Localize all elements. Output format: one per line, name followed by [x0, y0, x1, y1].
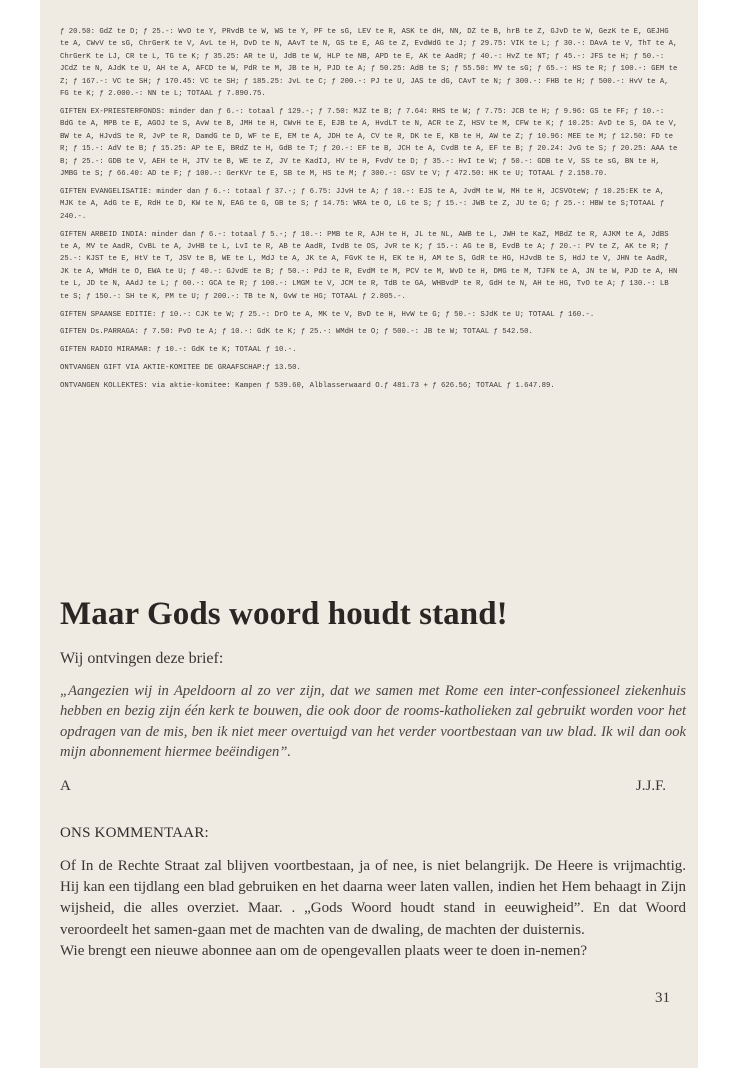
letter-signature-row — [60, 778, 666, 795]
donations-radio-miramar: GIFTEN RADIO MIRAMAR: ƒ 10.-: GdK te K; TOTAAL ƒ 10.-. — [60, 346, 297, 355]
donations-general: ƒ 20.50: GdZ te D; ƒ 25.-: WvD te Y, PRvdB te W, WS te Y, PF te sG, LEV te R, ASK te dH, NN, DZ te B, hrB te Z, GJvD te W, GezK te E, GEJHG te A, CWvV te sG, ChrGerK te V, AvL te H, DvD te N, AAvT te N, GS te E, AG te Z, EvdWdG te J; ƒ 29.75: VIK te L; ƒ 30.-: DAvA te V, ThT te A, ChrGerK te LJ, CR te L, TG te K; ƒ 35.25: AR te U, JdB te W, HLP te NB, APD te E, AK te AadR; ƒ 40.-: HvZ te NT; ƒ 45.-: JFS te H; ƒ 50.-: JCdZ te N, AJdK te U, AH te A, AFCD te W, PdR te M, JB te H, PJD te A; ƒ 50.25: AdB te S; ƒ 55.50: MV te sG; ƒ 65.-: HS te R; ƒ 100.-: GEM te Z; ƒ 167.-: VC te SH; ƒ 170.45: VC te SH; ƒ 185.25: JvL te C; ƒ 200.-: PJ te U, JAS te dG, CAvT te N; ƒ 300.-: FHB te H; ƒ 500.-: HvV te A, FG te K; ƒ 2.000.-: NN te L; TOTAAL ƒ 7.890.75. — [60, 28, 682, 99]
donations-parraga: GIFTEN Ds.PARRAGA: ƒ 7.50: PvD te A; ƒ 10.-: GdK te K; ƒ 25.-: WMdH te O; ƒ 500.-: JB te W; TOTAAL ƒ 542.50. — [60, 328, 533, 337]
letter-place: A — [60, 778, 71, 794]
donations-spanish-edition: GIFTEN SPAANSE EDITIE: ƒ 10.-: CJK te W; ƒ 25.-: DrO te A, MK te V, BvD te H, HvW te G; ƒ 50.-: SJdK te U; TOTAAL ƒ 160.-. — [60, 310, 595, 319]
comment-heading: ONS KOMMENTAAR: — [60, 825, 209, 841]
comment-paragraph: Wie brengt een nieuwe abonnee aan om de opengevallen plaats weer te doen in-nemen? — [60, 942, 588, 959]
donations-collections: ONTVANGEN KOLLEKTES: via aktie-komitee: Kampen ƒ 539.60, Alblasserwaard O.ƒ 481.73 + ƒ 626.56; TOTAAL ƒ 1.647.89. — [60, 382, 555, 391]
page-number: 31 — [655, 990, 670, 1006]
donations-india: GIFTEN ARBEID INDIA: minder dan ƒ 6.-: totaal ƒ 5.-; ƒ 10.-: PMB te R, AJH te H, JL te NL, AWB te L, JWH te KaZ, MBdZ te R, AJKM te A, JdBS te A, MV te AadR, CvBL te A, JvHB te L, LvI te R, AB te AadR, IvdB te OS, JvR te K; ƒ 15.-: AG te B, EvdB te A; ƒ 20.-: PV te Z, AK te R; ƒ 25.-: KJST te E, HtV te T, JSV te B, WE te L, MdJ te A, JK te A, FGvK te H, EK te H, AM te S, GdR te HG, HJvdB te S, HdJ te V, JHN te AadR, JK te A, WMdH te O, EWA te U; ƒ 40.-: GJvdE te B; ƒ 50.-: PdJ te R, EvdM te M, PCV te M, WvD te H, DMG te M, TJFN te A, JN te W, PJD te A, HN te L, JD te N, AAdJ te L; ƒ 60.-: GCA te R; ƒ 100.-: LMGM te V, JCM te R, TdB te GA, WHBvdP te R, GdH te N, AH te HG, TvO te A; ƒ 130.-: LB te S; ƒ 150.-: SH te K, PM te U; ƒ 200.-: TB te N, GvW te HG; TOTAAL ƒ 2.805.-. — [60, 230, 682, 301]
article-title: Maar Gods woord houdt stand! — [60, 596, 508, 632]
letter-signature: J.J.F. — [635, 778, 666, 794]
donations-ex-priest-fund: GIFTEN EX-PRIESTERFONDS: minder dan ƒ 6.-: totaal ƒ 129.-; ƒ 7.50: MJZ te B; ƒ 7.64: RHS te W; ƒ 7.75: JCB te H; ƒ 9.96: GS te FF; ƒ 10.-: BdG te A, MPB te E, AGOJ te S, AvW te B, JMH te H, CWvH te E, EJB te A, HvdLT te N, ACR te Z, HSV te M, CFW te K; ƒ 10.25: AvD te S, OA te V, BW te A, HJvdS te R, JvP te R, DamdG te D, WF te E, EM te A, JDH te A, CV te R, DK te E, KB te H, AW te Z; ƒ 10.96: MEE te M; ƒ 12.50: FD te R; ƒ 15.-: AdV te B; ƒ 15.25: AP te E, BRdZ te H, GdB te T; ƒ 20.-: EF te B, JCH te A, CvdB te A, EF te B; ƒ 20.24: JvG te S; ƒ 20.25: AAA te B; ƒ 25.-: GDB te V, AEH te H, JTV te B, WE te Z, JV te KadIJ, HV te H, FvdV te D; ƒ 35.-: HvI te W; ƒ 50.-: GDB te V, SS te sG, BN te H, JMBG te S; ƒ 66.40: AD te F; ƒ 100.-: GerKVr te E, SB te M, HS te M; ƒ 300.-: GSV te V; ƒ 472.50: HK te U; TOTAAL ƒ 2.158.70. — [60, 107, 682, 178]
comment-paragraph: Of In de Rechte Straat zal blijven voortbestaan, ja of nee, is niet belangrijk. De Heere is vrijmachtig. Hij kan een tijdlang een blad gebruiken en het daarna weer laten vallen, indien het Hem behaagt in Zijn wijsheid, die alles overziet. Maar. . „Gods Woord houdt stand in eeuwigheid”. En dat Woord veroordeelt het samen-gaan met de machten van de dwaling, de machten der duisternis. — [60, 858, 686, 938]
reader-letter: „Aangezien wij in Apeldoorn al zo ver zijn, dat we samen met Rome een inter-confessioneel ziekenhuis hebben en bezig zijn één kerk te bouwen, die ook door de rooms-katholieken zal gebruikt worden voor het opdragen van de mis, ben ik niet meer overtuigd van het verder voortbestaan van uw blad. Ik wil dan ook mijn abonnement hiermee beëindigen”. — [60, 683, 686, 761]
donations-evangelisation: GIFTEN EVANGELISATIE: minder dan ƒ 6.-: totaal ƒ 37.-; ƒ 6.75: JJvH te A; ƒ 10.-: EJS te A, JvdM te W, MH te H, JCSVOteW; ƒ 10.25:EK te A, MJK te A, AdG te E, RdH te D, KW te N, EAG te G, GB te S; ƒ 14.75: WRA te O, LG te S; ƒ 15.-: JWB te Z, JU te G; ƒ 25.-: HBW te S;TOTAAL ƒ 240.-. — [60, 187, 669, 221]
comment-body — [60, 856, 686, 962]
donation-list — [60, 26, 680, 398]
magazine-page — [40, 0, 698, 1068]
article-intro: Wij ontvingen deze brief: — [60, 650, 224, 667]
donations-graafschap: ONTVANGEN GIFT VIA AKTIE-KOMITEE DE GRAAFSCHAP:ƒ 13.50. — [60, 364, 301, 373]
